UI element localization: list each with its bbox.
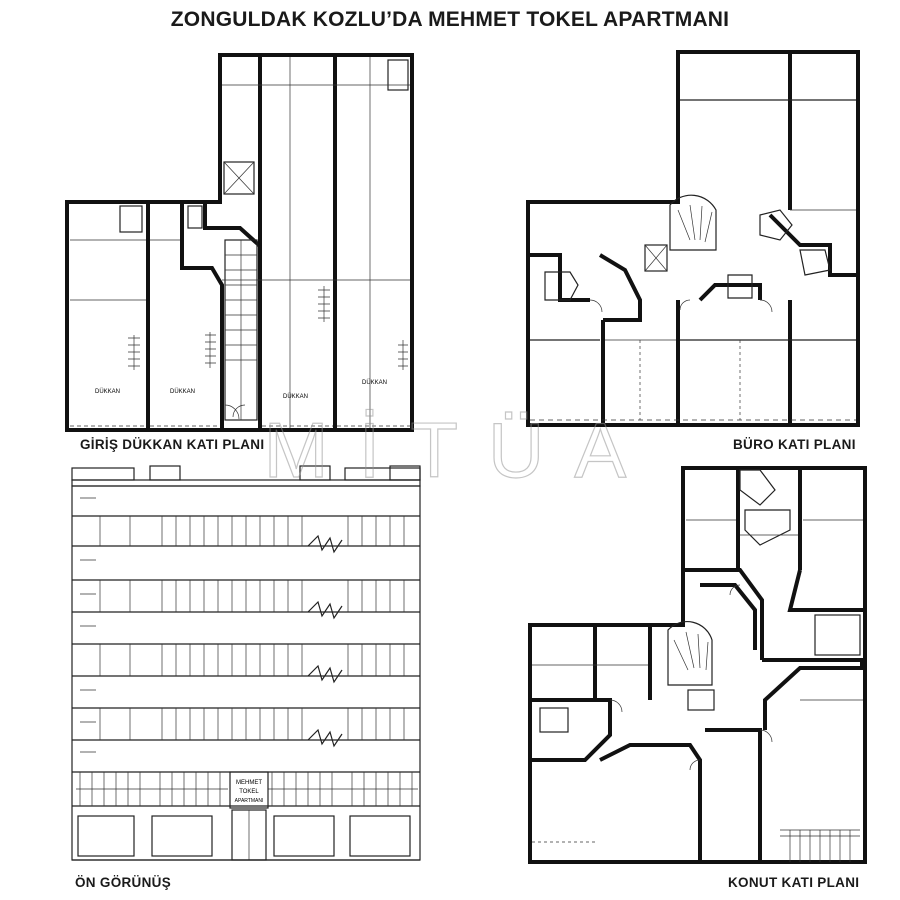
sign-line-1: MEHMET <box>236 780 262 786</box>
shop-label-1: DÜKKAN <box>95 389 121 395</box>
front-view-label: ÖN GÖRÜNÜŞ <box>75 875 172 890</box>
page-title: ZONGULDAK KOZLU’DA MEHMET TOKEL APARTMANI <box>170 8 730 31</box>
shop-floor-plan <box>67 55 412 430</box>
shop-label-2: DÜKKAN <box>170 389 196 395</box>
shop-label-4: DÜKKAN <box>362 380 388 386</box>
sign-line-2: TOKEL <box>239 789 259 795</box>
watermark: MİTÜA <box>263 406 657 494</box>
residential-floor-plan-label: KONUT KATI PLANI <box>728 875 860 890</box>
shop-label-3: DÜKKAN <box>283 394 309 400</box>
sign-line-3: APARTMANI <box>234 798 264 804</box>
office-floor-plan-label: BÜRO KATI PLANI <box>733 437 856 452</box>
residential-floor-plan <box>530 468 865 862</box>
office-floor-plan <box>528 52 858 425</box>
shop-floor-plan-label: GİRİŞ DÜKKAN KATI PLANI <box>80 437 265 452</box>
